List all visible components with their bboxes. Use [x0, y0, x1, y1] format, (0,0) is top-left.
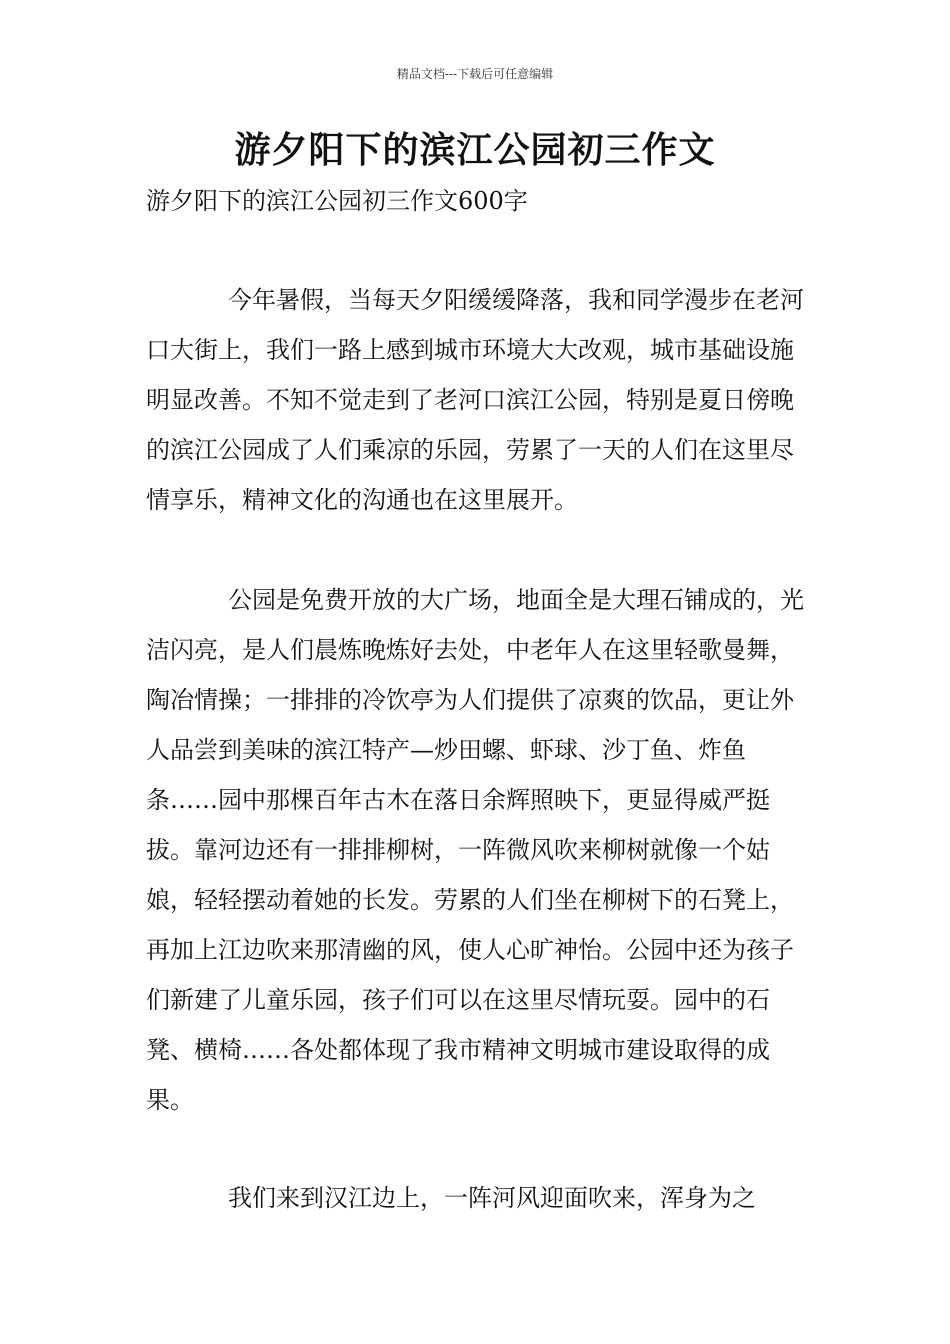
page-header-watermark: 精品文档---下载后可任意编辑: [396, 67, 554, 81]
paragraph-2: 公园是免费开放的大广场，地面全是大理石铺成的，光洁闪亮，是人们晨炼晚炼好去处，中老年人在这里轻歌曼舞，陶冶情操；一排排的冷饮亭为人们提供了凉爽的饮品，更让外人品尝到美味的滨江特产—炒田螺、虾球、沙丁鱼、炸鱼条……园中那棵百年古木在落日余辉照映下，更显得威严挺拔。靠河边还有一排排柳树，一阵微风吹来柳树就像一个姑娘，轻轻摆动着她的长发。劳累的人们坐在柳树下的石凳上，再加上江边吹来那清幽的风，使人心旷神怡。公园中还为孩子们新建了儿童乐园，孩子们可以在这里尽情玩耍。园中的石凳、横椅……各处都体现了我市精神文明城市建设取得的成果。: [146, 586, 804, 1114]
paragraph-3: 我们来到汉江边上，一阵河风迎面吹来，浑身为之: [228, 1184, 756, 1212]
document-subtitle: 游夕阳下的滨江公园初三作文600字: [146, 187, 528, 215]
document-title: 游夕阳下的滨江公园初三作文: [234, 129, 716, 171]
paragraph-1: 今年暑假，当每天夕阳缓缓降落，我和同学漫步在老河口大街上，我们一路上感到城市环境大大改观，城市基础设施明显改善。不知不觉走到了老河口滨江公园，特别是夏日傍晚的滨江公园成了人们乘凉的乐园，劳累了一天的人们在这里尽情享乐，精神文化的沟通也在这里展开。: [146, 286, 804, 514]
